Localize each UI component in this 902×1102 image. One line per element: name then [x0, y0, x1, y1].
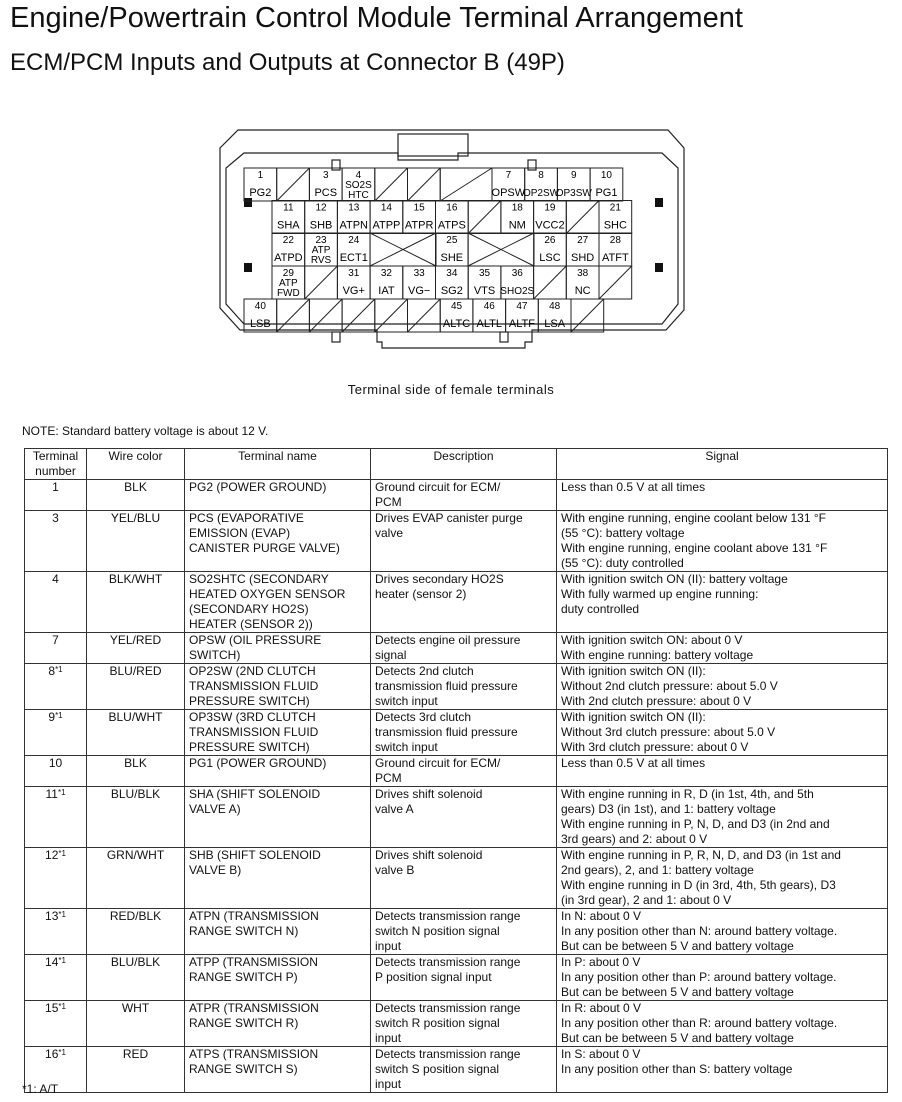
terminal-blank [599, 266, 632, 299]
table-row [25, 633, 888, 664]
terminal-number: 19 [544, 202, 556, 214]
cell-terminal-name: SHB (SHIFT SOLENOID VALVE B) [185, 848, 371, 909]
terminal-cell [244, 168, 277, 201]
cell-description: Detects transmission range switch S position signal input [371, 1047, 557, 1093]
terminal-cell [440, 299, 473, 332]
terminal-number: 10 [600, 170, 613, 181]
terminal-number: 46 [483, 301, 495, 312]
terminal-label: VTS [473, 285, 496, 297]
terminal-number: 29 [282, 268, 294, 279]
cell-description: Drives shift solenoid valve B [371, 848, 557, 909]
terminal-table [24, 448, 888, 1093]
terminal-label: OPSW [491, 187, 526, 199]
terminal-label: FWD [276, 288, 300, 299]
terminal-cell [506, 299, 539, 332]
terminal-cell [436, 266, 469, 299]
header-description: Description [371, 449, 557, 480]
cell-terminal-number: 9$^{*1}$ [25, 710, 87, 756]
cell-signal: Less than 0.5 V at all times [557, 480, 888, 511]
header-signal: Signal [557, 449, 888, 480]
terminal-label: ATPS [437, 219, 466, 232]
terminal-cell [473, 299, 506, 332]
terminal-label: SHA [277, 219, 300, 232]
cell-description: Detects transmission range P position signal input [371, 955, 557, 1001]
terminal-label: SG2 [440, 285, 463, 297]
cell-signal: With engine running in P, R, N, D, and D3 (in 1st and 2nd gears), 2, and 1: battery voltage With engine running in D (in 3rd, 4th, 5th gears), D3 (in 3rd gear), 2 and 1: about 0 V [557, 848, 888, 909]
terminal-label: ECT1 [339, 252, 368, 264]
terminal-number: 45 [450, 301, 463, 312]
cell-wire-color: BLU/WHT [87, 710, 185, 756]
cell-description: Detects transmission range switch R position signal input [371, 1001, 557, 1047]
cell-description: Detects engine oil pressure signal [371, 633, 557, 664]
terminal-cell [403, 201, 436, 234]
terminal-blank [277, 299, 310, 332]
header-terminal-number: Terminal number [25, 449, 87, 480]
terminal-cell [272, 233, 305, 266]
cell-terminal-name: PCS (EVAPORATIVE EMISSION (EVAP) CANISTER PURGE VALVE) [185, 511, 371, 572]
terminal-label: ALTL [476, 318, 502, 330]
terminal-blank [534, 266, 567, 299]
voltage-note: NOTE: Standard battery voltage is about 12 V. [22, 424, 269, 438]
cell-wire-color: BLK/WHT [87, 572, 185, 633]
cell-terminal-number: 13$^{*1}$ [25, 909, 87, 955]
terminal-cell [599, 233, 632, 266]
table-row [25, 664, 888, 710]
terminal-number: 24 [348, 235, 360, 246]
cell-terminal-number: 11$^{*1}$ [25, 787, 87, 848]
terminal-label: SHD [571, 252, 595, 264]
terminal-label: ATPP [372, 219, 401, 232]
terminal-number: 31 [348, 268, 360, 279]
terminal-label: RVS [310, 255, 332, 266]
cell-signal: With engine running in R, D (in 1st, 4th, and 5th gears) D3 (in 1st), and 1: battery voltage With engine running in P, N, D, and D3 (in 2nd and 3rd gears) and 2: about 0 V [557, 787, 888, 848]
terminal-label: ATP [278, 278, 298, 289]
cell-terminal-number: 4 [25, 572, 87, 633]
terminal-label: LSB [249, 318, 271, 330]
terminal-cell [370, 266, 403, 299]
terminal-label: ATP [311, 245, 331, 256]
header-terminal-name: Terminal name [185, 449, 371, 480]
terminal-blank [440, 168, 492, 201]
terminal-number: 12 [315, 202, 327, 214]
cell-wire-color: BLU/BLK [87, 955, 185, 1001]
terminal-label: SHC [603, 219, 627, 232]
table-row [25, 756, 888, 787]
cell-wire-color: BLK [87, 756, 185, 787]
terminal-number: 23 [315, 235, 327, 246]
terminal-cell [590, 168, 623, 201]
cell-terminal-name: PG2 (POWER GROUND) [185, 480, 371, 511]
terminal-cell [534, 201, 567, 234]
cell-wire-color: BLK [87, 480, 185, 511]
cell-signal: With ignition switch ON (II): battery voltage With fully warmed up engine running: duty controlled [557, 572, 888, 633]
terminal-cell [272, 266, 305, 299]
cell-terminal-name: SHA (SHIFT SOLENOID VALVE A) [185, 787, 371, 848]
terminal-cell [272, 201, 305, 234]
table-header-row [25, 449, 888, 480]
cell-terminal-name: ATPR (TRANSMISSION RANGE SWITCH R) [185, 1001, 371, 1047]
terminal-number: 40 [254, 301, 266, 312]
cell-terminal-number: 7 [25, 633, 87, 664]
terminal-number: 4 [355, 170, 362, 181]
table-row [25, 787, 888, 848]
terminal-number: 25 [446, 235, 458, 246]
terminal-number: 35 [478, 268, 491, 279]
terminal-number: 15 [413, 202, 425, 214]
terminal-cell [501, 201, 534, 234]
cell-wire-color: WHT [87, 1001, 185, 1047]
cell-description: Ground circuit for ECM/ PCM [371, 480, 557, 511]
cell-terminal-number: 15$^{*1}$ [25, 1001, 87, 1047]
terminal-label: ALTC [442, 318, 471, 330]
cell-terminal-name: OPSW (OIL PRESSURE SWITCH) [185, 633, 371, 664]
terminal-grid [244, 168, 632, 332]
terminal-cell [337, 233, 370, 266]
terminal-label: OP3SW [555, 188, 592, 199]
table-row [25, 1047, 888, 1093]
cell-signal: With ignition switch ON (II): Without 3rd clutch pressure: about 5.0 V With 3rd clutch pressure: about 0 V [557, 710, 888, 756]
cell-terminal-name: SO2SHTC (SECONDARY HEATED OXYGEN SENSOR (SECONDARY HO2S) HEATER (SENSOR 2)) [185, 572, 371, 633]
cell-description: Drives shift solenoid valve A [371, 787, 557, 848]
terminal-number: 34 [446, 268, 458, 279]
cell-description: Drives EVAP canister purge valve [371, 511, 557, 572]
terminal-label: LSA [544, 318, 566, 330]
table-row [25, 955, 888, 1001]
terminal-cell [468, 266, 501, 299]
table-row [25, 572, 888, 633]
cell-terminal-name: ATPN (TRANSMISSION RANGE SWITCH N) [185, 909, 371, 955]
table-row [25, 511, 888, 572]
cell-description: Drives secondary HO2S heater (sensor 2) [371, 572, 557, 633]
cell-wire-color: YEL/RED [87, 633, 185, 664]
terminal-label: PG1 [595, 187, 618, 199]
terminal-blank [408, 168, 441, 201]
terminal-number: 8 [538, 170, 544, 181]
terminal-cell [337, 201, 370, 234]
cell-terminal-name: OP2SW (2ND CLUTCH TRANSMISSION FLUID PRESSURE SWITCH) [185, 664, 371, 710]
cell-terminal-number: 10 [25, 756, 87, 787]
footnote: *1: A/T [22, 1082, 59, 1096]
terminal-cell [556, 168, 593, 201]
cell-signal: In R: about 0 V In any position other than R: around battery voltage. But can be between 5 V and battery voltage [557, 1001, 888, 1047]
terminal-label: ATPR [404, 219, 434, 232]
terminal-cell [523, 168, 560, 201]
cell-signal: In N: about 0 V In any position other than N: around battery voltage. But can be between 5 V and battery voltage [557, 909, 888, 955]
terminal-number: 21 [609, 202, 621, 214]
terminal-cell [599, 201, 632, 234]
terminal-cell [309, 168, 342, 201]
cell-wire-color: BLU/BLK [87, 787, 185, 848]
terminal-cell [244, 299, 277, 332]
terminal-label: NC [574, 285, 591, 297]
terminal-label: HTC [348, 190, 369, 201]
terminal-blank [468, 201, 501, 234]
cell-terminal-name: ATPS (TRANSMISSION RANGE SWITCH S) [185, 1047, 371, 1093]
cell-description: Ground circuit for ECM/ PCM [371, 756, 557, 787]
terminal-label: PG2 [249, 187, 272, 199]
table-row [25, 710, 888, 756]
terminal-number: 27 [577, 235, 589, 246]
terminal-number: 11 [283, 202, 294, 214]
terminal-cell [566, 266, 599, 299]
terminal-blank [571, 299, 604, 332]
terminal-number: 33 [413, 268, 425, 279]
cell-terminal-number: 12$^{*1}$ [25, 848, 87, 909]
terminal-label: SHE [440, 252, 464, 264]
cell-description: Detects 3rd clutch transmission fluid pressure switch input [371, 710, 557, 756]
terminal-number: 16 [446, 202, 458, 214]
terminal-blank [309, 299, 342, 332]
terminal-cell [500, 266, 534, 299]
terminal-label: NM [508, 219, 526, 232]
cell-terminal-number: 14$^{*1}$ [25, 955, 87, 1001]
connector-diagram [0, 0, 902, 380]
cell-terminal-name: PG1 (POWER GROUND) [185, 756, 371, 787]
terminal-cell [436, 233, 469, 266]
terminal-label: ATPD [274, 252, 303, 264]
terminal-label: VCC2 [535, 219, 565, 232]
terminal-number: 47 [516, 301, 528, 312]
terminal-cell [436, 201, 469, 234]
cell-wire-color: GRN/WHT [87, 848, 185, 909]
terminal-cell [566, 233, 599, 266]
cell-description: Detects 2nd clutch transmission fluid pressure switch input [371, 664, 557, 710]
terminal-label: SHO2S [500, 286, 535, 297]
cell-signal: With ignition switch ON (II): Without 2nd clutch pressure: about 5.0 V With 2nd clutch pressure: about 0 V [557, 664, 888, 710]
terminal-blank [342, 299, 375, 332]
terminal-blank [408, 299, 441, 332]
diagram-caption: Terminal side of female terminals [347, 382, 555, 397]
terminal-label: LSC [539, 252, 561, 264]
cell-signal: With engine running, engine coolant below 131 °F (55 °C): battery voltage With engine running, engine coolant above 131 °F (55 °C): duty controlled [557, 511, 888, 572]
terminal-label: VG+ [342, 285, 365, 297]
table-row [25, 1001, 888, 1047]
cell-signal: In P: about 0 V In any position other than P: around battery voltage. But can be between 5 V and battery voltage [557, 955, 888, 1001]
terminal-label: PCS [314, 187, 338, 199]
cell-signal: In S: about 0 V In any position other than S: battery voltage [557, 1047, 888, 1093]
terminal-number: 28 [609, 235, 621, 246]
cell-terminal-name: ATPP (TRANSMISSION RANGE SWITCH P) [185, 955, 371, 1001]
cell-wire-color: YEL/BLU [87, 511, 185, 572]
cell-signal: With ignition switch ON: about 0 V With engine running: battery voltage [557, 633, 888, 664]
terminal-label: ALTF [508, 318, 535, 330]
terminal-cell [305, 233, 338, 266]
terminal-number: 3 [322, 170, 329, 181]
cell-terminal-number: 8$^{*1}$ [25, 664, 87, 710]
terminal-cell [305, 201, 338, 234]
terminal-label: ATPN [339, 219, 369, 232]
table-row [25, 480, 888, 511]
terminal-number: 38 [577, 268, 589, 279]
cell-terminal-number: 16$^{*1}$ [25, 1047, 87, 1093]
terminal-label: SO2S [345, 180, 372, 191]
cell-wire-color: RED [87, 1047, 185, 1093]
cell-terminal-name: OP3SW (3RD CLUTCH TRANSMISSION FLUID PRESSURE SWITCH) [185, 710, 371, 756]
page-subtitle: ECM/PCM Inputs and Outputs at Connector B (49P) [10, 49, 565, 76]
terminal-label: OP2SW [522, 188, 560, 199]
terminal-label: IAT [378, 285, 395, 297]
cell-description: Detects transmission range switch N position signal input [371, 909, 557, 955]
terminal-cell [337, 266, 370, 299]
table-row [25, 848, 888, 909]
terminal-blank [305, 266, 338, 299]
terminal-label: VG− [407, 285, 431, 297]
terminal-label: ATFT [602, 252, 629, 264]
terminal-number: 13 [348, 202, 360, 214]
terminal-number: 26 [544, 235, 556, 246]
terminal-blank [375, 299, 408, 332]
terminal-label: SHB [309, 219, 333, 232]
terminal-cell [492, 168, 526, 201]
cell-terminal-number: 1 [25, 480, 87, 511]
terminal-cell [403, 266, 436, 299]
cell-terminal-number: 3 [25, 511, 87, 572]
cell-wire-color: BLU/RED [87, 664, 185, 710]
page-title: Engine/Powertrain Control Module Terminal Arrangement [10, 2, 743, 34]
terminal-number: 9 [570, 170, 577, 181]
cell-signal: Less than 0.5 V at all times [557, 756, 888, 787]
terminal-number: 7 [505, 170, 512, 181]
terminal-number: 32 [380, 268, 393, 279]
terminal-number: 1 [257, 170, 264, 181]
terminal-cell [342, 168, 375, 201]
table-row [25, 909, 888, 955]
terminal-cell [538, 299, 571, 332]
terminal-number: 48 [549, 301, 561, 312]
terminal-blank [566, 201, 599, 234]
terminal-number: 14 [380, 202, 393, 214]
terminal-blank [277, 168, 310, 201]
header-wire-color: Wire color [87, 449, 185, 480]
terminal-cell [370, 201, 403, 234]
terminal-cell [534, 233, 567, 266]
cell-wire-color: RED/BLK [87, 909, 185, 955]
terminal-number: 18 [511, 202, 523, 214]
terminal-number: 36 [511, 268, 523, 279]
terminal-number: 22 [282, 235, 294, 246]
terminal-blank [375, 168, 408, 201]
